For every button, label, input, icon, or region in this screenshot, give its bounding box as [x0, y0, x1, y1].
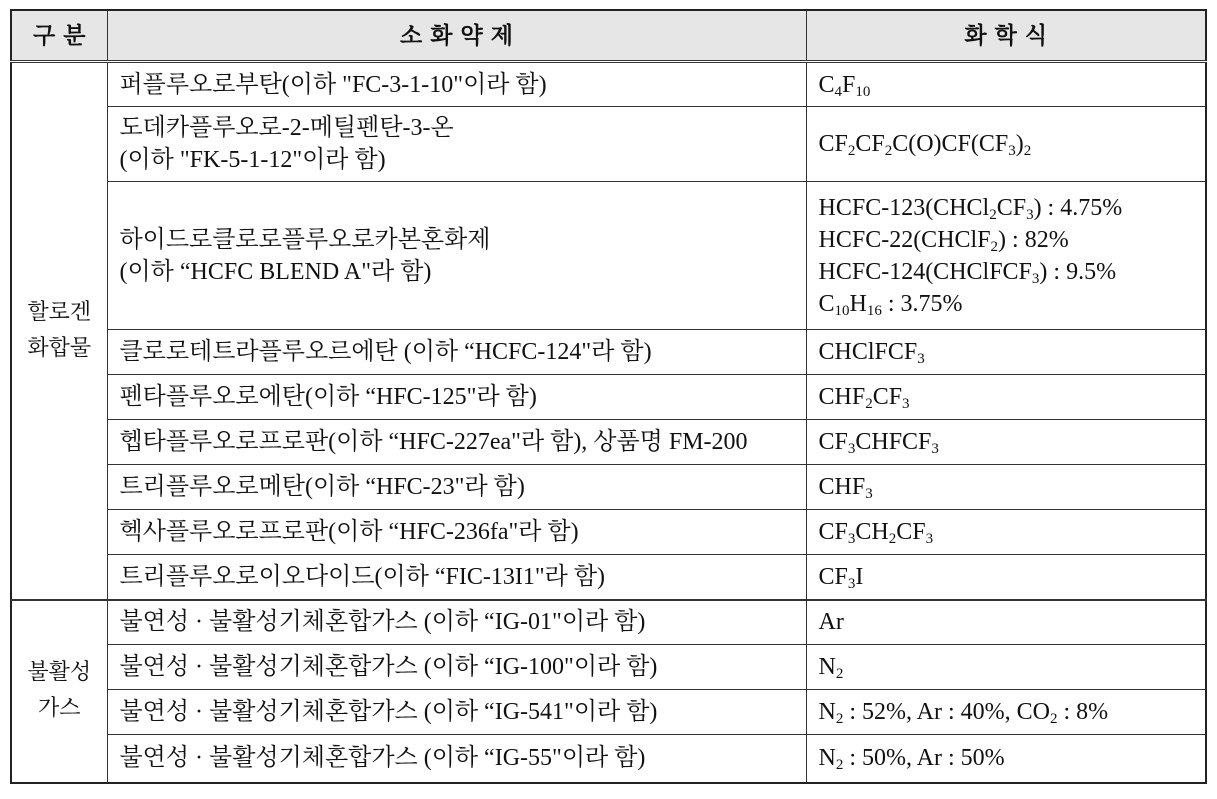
agent-name-cell [107, 690, 806, 735]
chemical-formula-line: HCFC-22(CHClF$_2$) : 82% [818, 226, 1069, 255]
category-cell [11, 62, 107, 600]
table-row [11, 690, 1206, 735]
chemical-formula-line: $C_{10}H_{16}$ : 3.75% [818, 290, 963, 319]
agent-name-cell [107, 107, 806, 182]
chemical-formula-cell [806, 510, 1206, 555]
agent-name-cell [107, 645, 806, 690]
table-row [11, 182, 1206, 330]
chemical-formula-cell [806, 465, 1206, 510]
table-row [11, 735, 1206, 783]
chemical-formula-line: $CF_3CH_2CF_3$ [818, 519, 934, 547]
agent-name-cell [107, 735, 806, 783]
header-row [11, 10, 1206, 62]
agent-name-line: 하이드로클로로플루오로카본혼화제 [119, 226, 491, 253]
chemical-formula-line: $CF_3CHFCF_3$ [818, 429, 939, 457]
agent-name-cell [107, 555, 806, 600]
chemical-formula-cell [806, 690, 1206, 735]
chemical-formula-line: HCFC-$123(CHCl_2CF_3)$ : 4.75% [818, 194, 1123, 223]
table-row [11, 375, 1206, 420]
table-row [11, 600, 1206, 645]
agent-name-cell [107, 375, 806, 420]
agent-name-cell [107, 465, 806, 510]
agent-name-line: 클로로테트라플루오르에탄 (이하 “HCFC-124"라 함) [119, 339, 652, 365]
table-row [11, 330, 1206, 375]
agent-name-line: (이하 "FK-5-1-12"이라 함) [119, 147, 386, 173]
agent-name-cell [107, 62, 806, 107]
agent-name-line: 헵타플루오로프로판(이하 “HFC-227ea"라 함), 상품명 FM-200 [119, 429, 748, 455]
agent-name-cell [107, 600, 806, 645]
chemical-formula-cell [806, 600, 1206, 645]
table-row [11, 510, 1206, 555]
table-row [11, 107, 1206, 182]
agent-name-cell [107, 330, 806, 375]
table-row [11, 62, 1206, 107]
chemical-formula-cell [806, 645, 1206, 690]
chemical-formula-line: $N_2$ [818, 654, 844, 682]
header-category: 구 분 [11, 10, 107, 62]
chemical-formula-line: Ar [818, 609, 844, 636]
chemical-formula-line: $N_2$ : 52%, Ar : 40%, $CO_2$ : 8% [818, 699, 1109, 727]
category-label-line: 가스 [37, 696, 81, 721]
agent-name-line: 트리플루오로메탄(이하 “HFC-23"라 함) [119, 474, 525, 500]
table-row [11, 420, 1206, 465]
agent-name-cell [107, 510, 806, 555]
agent-name-line: 도데카플루오로-2-메틸펜탄-3-온 [119, 115, 454, 141]
agent-name-line: 불연성 · 불활성기체혼합가스 (이하 “IG-100"이라 함) [119, 654, 658, 680]
chemical-formula-cell [806, 62, 1206, 107]
extinguishing-agent-table [10, 9, 1207, 784]
chemical-formula-line: $C_4F_{10}$ [818, 71, 871, 100]
table-row [11, 645, 1206, 690]
header-agent: 소 화 약 제 [107, 10, 806, 62]
chemical-formula-cell [806, 735, 1206, 783]
table-row [11, 555, 1206, 600]
chemical-formula-cell [806, 555, 1206, 600]
chemical-formula-line: $CF_3I$ [818, 563, 864, 592]
chemical-formula-line: CHClFCF$_3$ [818, 339, 925, 367]
agent-name-line: 펜타플루오로에탄(이하 “HFC-125"라 함) [119, 384, 537, 410]
category-label-line: 불활성 [27, 660, 92, 685]
chemical-formula-cell [806, 182, 1206, 330]
agent-name-cell [107, 420, 806, 465]
chemical-formula-line: HCFC-124(CHClFCF$_3$) : 9.5% [818, 258, 1117, 287]
agent-name-line: (이하 “HCFC BLEND A"라 함) [119, 258, 432, 285]
agent-name-line: 불연성 · 불활성기체혼합가스 (이하 “IG-01"이라 함) [119, 609, 646, 636]
chemical-formula-line: $CHF_2CF_3$ [818, 384, 910, 412]
extinguishing-agent-table-wrapper [10, 9, 1207, 784]
agent-name-line: 퍼플루오로부탄(이하 "FC-3-1-10"이라 함) [119, 71, 547, 98]
category-cell [11, 600, 107, 783]
agent-name-line: 불연성 · 불활성기체혼합가스 (이하 “IG-541"이라 함) [119, 699, 658, 725]
header-formula: 화 학 식 [806, 10, 1206, 62]
chemical-formula-line: $CHF_3$ [818, 474, 873, 502]
category-label-line: 화합물 [27, 335, 92, 361]
chemical-formula-line: $N_2$ : 50%, Ar : 50% [818, 745, 1005, 774]
agent-name-cell [107, 182, 806, 330]
agent-name-line: 트리플루오로이오다이드(이하 “FIC-13I1"라 함) [119, 563, 606, 590]
chemical-formula-cell [806, 420, 1206, 465]
agent-name-line: 불연성 · 불활성기체혼합가스 (이하 “IG-55"이라 함) [119, 745, 646, 772]
table-row [11, 465, 1206, 510]
table-body [11, 62, 1206, 783]
category-label-line: 할로겐 [27, 299, 92, 325]
agent-name-line: 헥사플루오로프로판(이하 “HFC-236fa"라 함) [119, 519, 579, 545]
chemical-formula-line: $CF_2CF_2C(O)CF(CF_3)_2$ [818, 131, 1032, 159]
chemical-formula-cell [806, 375, 1206, 420]
chemical-formula-cell [806, 330, 1206, 375]
chemical-formula-cell [806, 107, 1206, 182]
